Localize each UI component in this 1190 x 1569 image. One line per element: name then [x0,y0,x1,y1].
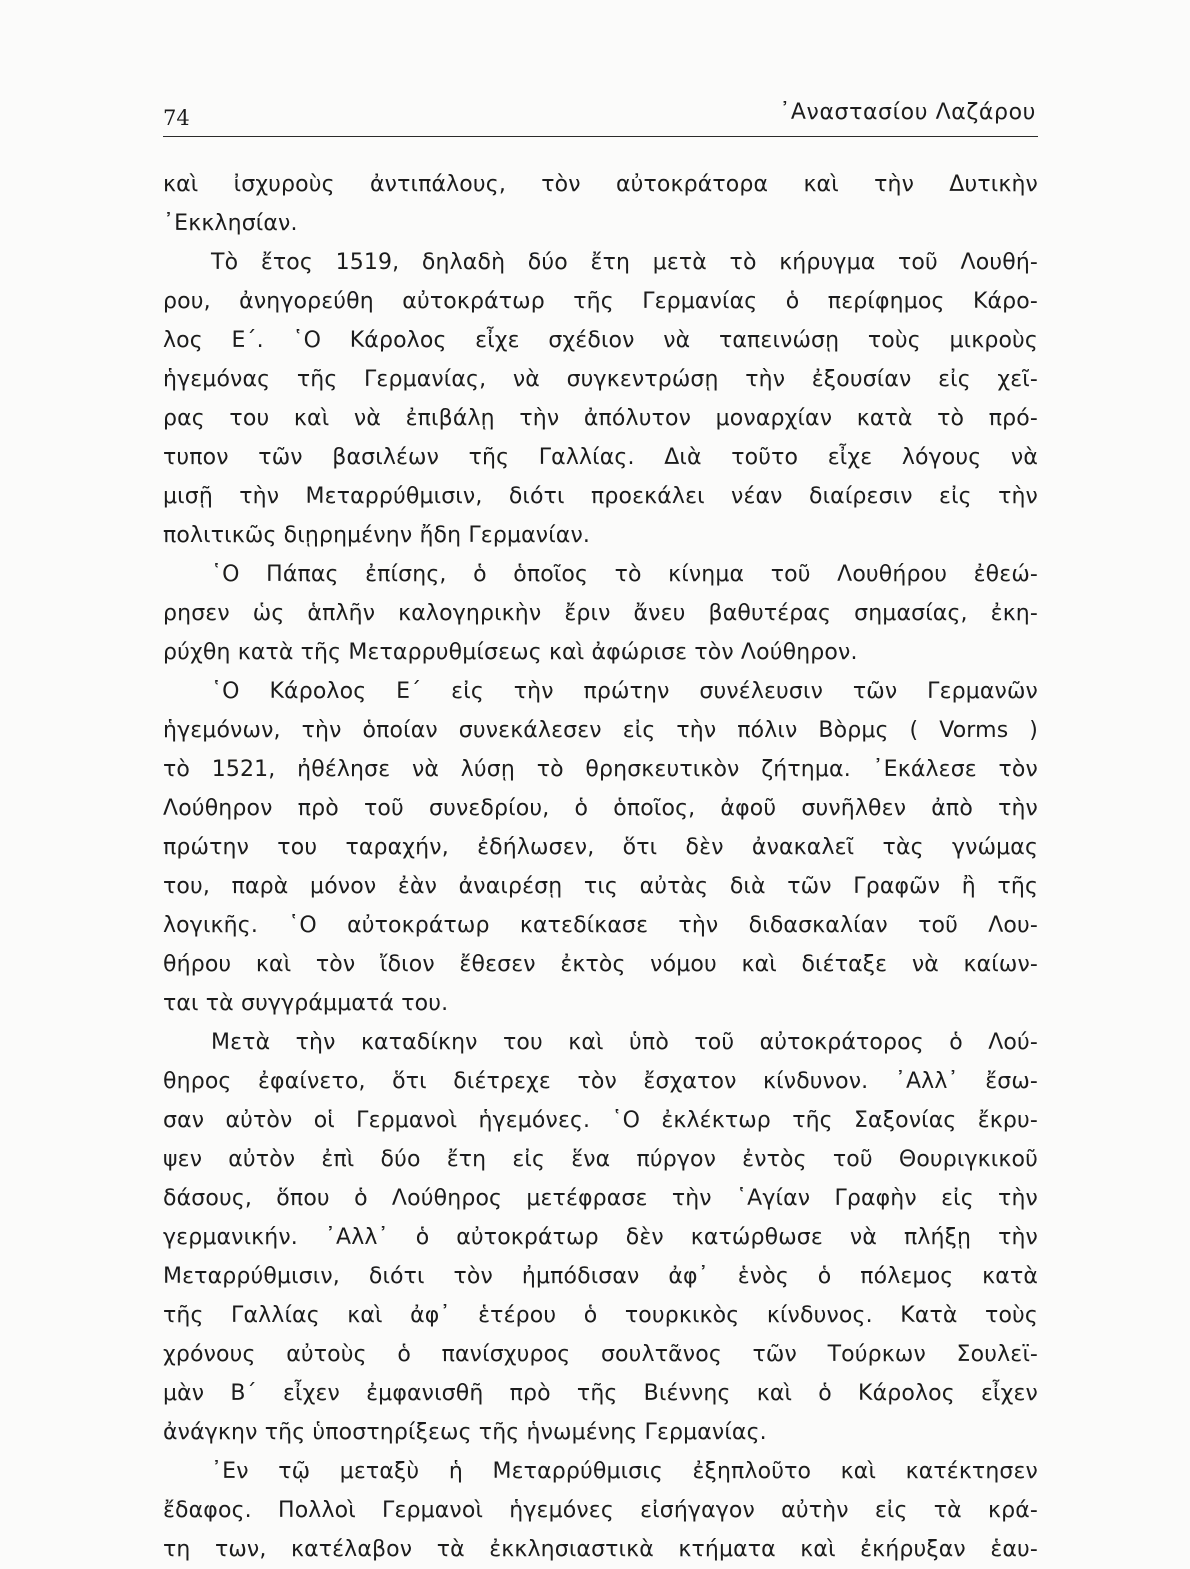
text-line: Μετὰ τὴν καταδίκην του καὶ ὑπὸ τοῦ αὐτοκράτορος ὁ Λού- [211,1030,1038,1055]
text-line: Μεταρρύθμισιν, διότι τὸν ἠμπόδισαν ἀφ᾿ ἑνὸς ὁ πόλεμος κατὰ [163,1264,1038,1289]
text-line: θήρου καὶ τὸν ἴδιον ἔθεσεν ἐκτὸς νόμου καὶ διέταξε νὰ καίων- [163,952,1038,977]
text-line: Τὸ ἔτος 1519, δηλαδὴ δύο ἔτη μετὰ τὸ κήρυγμα τοῦ Λουθή- [211,250,1038,275]
text-body [163,165,1038,1569]
text-line: ἡγεμόνας τῆς Γερμανίας, νὰ συγκεντρώσῃ τὴν ἐξουσίαν εἰς χεῖ- [163,367,1038,392]
text-line: ρύχθη κατὰ τῆς Μεταρρυθμίσεως καὶ ἀφώρισε τὸν Λούθηρον. [163,640,858,665]
text-line: λος Ε΄. ῾Ο Κάρολος εἶχε σχέδιον νὰ ταπεινώσῃ τοὺς μικροὺς [163,328,1038,353]
page-header [163,100,1038,137]
running-title: ᾿Αναστασίου Λαζάρου [779,100,1036,125]
text-line: ᾿Εκκλησίαν. [163,211,298,236]
text-line: ψεν αὐτὸν ἐπὶ δύο ἔτη εἰς ἕνα πύργον ἐντὸς τοῦ Θουριγκικοῦ [163,1147,1038,1172]
text-line: μὰν Β΄ εἶχεν ἐμφανισθῆ πρὸ τῆς Βιέννης καὶ ὁ Κάρολος εἶχεν [163,1381,1038,1406]
text-line: χρόνους αὐτοὺς ὁ πανίσχυρος σουλτᾶνος τῶν Τούρκων Σουλεϊ- [163,1342,1038,1367]
text-line: γερμανικήν. ᾿Αλλ᾿ ὁ αὐτοκράτωρ δὲν κατώρθωσε νὰ πλήξῃ τὴν [163,1225,1038,1250]
text-line: ῾Ο Κάρολος Ε΄ εἰς τὴν πρώτην συνέλευσιν τῶν Γερμανῶν [211,679,1038,704]
text-line: τη των, κατέλαβον τὰ ἐκκλησιαστικὰ κτήματα καὶ ἐκήρυξαν ἑαυ- [163,1537,1038,1562]
text-line: ρας του καὶ νὰ ἐπιβάλῃ τὴν ἀπόλυτον μοναρχίαν κατὰ τὸ πρό- [163,406,1038,431]
text-line: πρώτην του ταραχήν, ἐδήλωσεν, ὅτι δὲν ἀνακαλεῖ τὰς γνώμας [163,835,1038,860]
text-line: του, παρὰ μόνον ἐὰν ἀναιρέσῃ τις αὐτὰς διὰ τῶν Γραφῶν ἢ τῆς [163,874,1038,899]
text-line: ρου, ἀνηγορεύθη αὐτοκράτωρ τῆς Γερμανίας ὁ περίφημος Κάρο- [163,289,1038,314]
text-line: πολιτικῶς διῃρημένην ἤδη Γερμανίαν. [163,523,591,548]
text-line: δάσους, ὅπου ὁ Λούθηρος μετέφρασε τὴν ῾Αγίαν Γραφὴν εἰς τὴν [163,1186,1038,1211]
text-line: τὸ 1521, ἠθέλησε νὰ λύσῃ τὸ θρησκευτικὸν ζήτημα. ᾿Εκάλεσε τὸν [163,757,1038,782]
text-line: τῆς Γαλλίας καὶ ἀφ᾿ ἑτέρου ὁ τουρκικὸς κίνδυνος. Κατὰ τοὺς [163,1303,1038,1328]
text-line: λογικῆς. ῾Ο αὐτοκράτωρ κατεδίκασε τὴν διδασκαλίαν τοῦ Λου- [163,913,1038,938]
text-line: θηρος ἐφαίνετο, ὅτι διέτρεχε τὸν ἔσχατον κίνδυνον. ᾿Αλλ᾿ ἔσω- [163,1069,1038,1094]
text-line: τυπον τῶν βασιλέων τῆς Γαλλίας. Διὰ τοῦτο εἶχε λόγους νὰ [163,445,1038,470]
page-number: 74 [163,106,190,130]
text-line: ται τὰ συγγράμματά του. [163,991,449,1016]
text-line: σαν αὐτὸν οἱ Γερμανοὶ ἡγεμόνες. ῾Ο ἐκλέκτωρ τῆς Σαξονίας ἔκρυ- [163,1108,1038,1133]
text-line: ῾Ο Πάπας ἐπίσης, ὁ ὁποῖος τὸ κίνημα τοῦ Λουθήρου ἐθεώ- [211,562,1038,587]
text-line: ᾿Εν τῷ μεταξὺ ἡ Μεταρρύθμισις ἐξηπλοῦτο καὶ κατέκτησεν [211,1459,1038,1484]
text-line: μισῇ τὴν Μεταρρύθμισιν, διότι προεκάλει νέαν διαίρεσιν εἰς τὴν [163,484,1038,509]
text-line: ἀνάγκην τῆς ὑποστηρίξεως τῆς ἡνωμένης Γερμανίας. [163,1420,767,1445]
text-line: καὶ ἰσχυροὺς ἀντιπάλους, τὸν αὐτοκράτορα καὶ τὴν Δυτικὴν [163,172,1038,197]
text-line: Λούθηρον πρὸ τοῦ συνεδρίου, ὁ ὁποῖος, ἀφοῦ συνῆλθεν ἀπὸ τὴν [163,796,1038,821]
text-line: ἡγεμόνων, τὴν ὁποίαν συνεκάλεσεν εἰς τὴν πόλιν Βὸρμς ( Vorms ) [163,718,1038,743]
text-line: ἔδαφος. Πολλοὶ Γερμανοὶ ἡγεμόνες εἰσήγαγον αὐτὴν εἰς τὰ κρά- [163,1498,1038,1523]
text-line: ρησεν ὡς ἁπλῆν καλογηρικὴν ἔριν ἄνευ βαθυτέρας σημασίας, ἐκη- [163,601,1038,626]
